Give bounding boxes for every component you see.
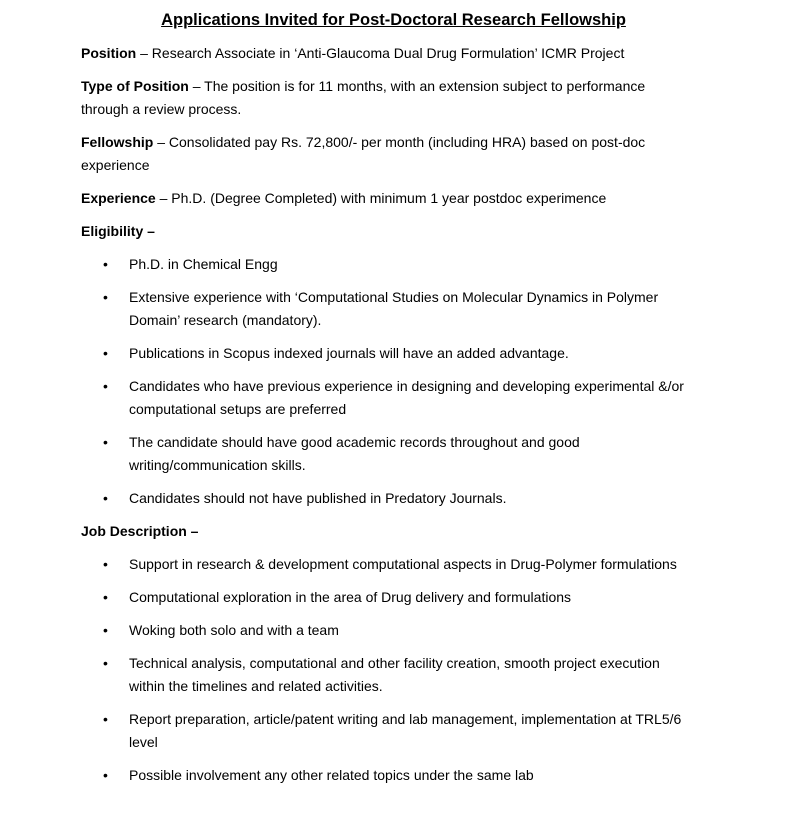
eligibility-list [81, 253, 787, 510]
list-item-text: Ph.D. in Chemical Engg [129, 256, 278, 272]
fellowship-text: – Consolidated pay Rs. 72,800/- per month (including HRA) based on post-doc experience [81, 134, 646, 173]
position-label: Position [81, 45, 137, 61]
position-paragraph [81, 42, 681, 65]
job-description-heading: Job Description – [81, 523, 199, 539]
experience-paragraph [81, 187, 681, 210]
bullet-icon: • [103, 490, 108, 506]
position-text: – Research Associate in ‘Anti-Glaucoma Dual Drug Formulation’ ICMR Project [136, 45, 625, 61]
list-item [81, 619, 699, 642]
bullet-icon: • [103, 711, 108, 727]
list-item-text: Technical analysis, computational and other facility creation, smooth project execution within the timelines and related activities. [129, 655, 660, 694]
list-item [81, 253, 699, 276]
list-item-text: Woking both solo and with a team [129, 622, 339, 638]
bullet-icon: • [103, 767, 108, 783]
list-item [81, 286, 699, 332]
bullet-icon: • [103, 378, 108, 394]
type-of-position-label: Type of Position [81, 78, 189, 94]
bullet-icon: • [103, 655, 108, 671]
list-item-text: Possible involvement any other related topics under the same lab [129, 767, 534, 783]
list-item-text: Report preparation, article/patent writing and lab management, implementation at TRL5/6 level [129, 711, 682, 750]
list-item-text: Candidates should not have published in Predatory Journals. [129, 490, 507, 506]
job-description-list [81, 553, 787, 787]
bullet-icon: • [103, 622, 108, 638]
fellowship-paragraph [81, 131, 681, 177]
bullet-icon: • [103, 589, 108, 605]
list-item [81, 764, 699, 787]
list-item-text: Support in research & development computational aspects in Drug-Polymer formulations [129, 556, 677, 572]
list-item-text: Computational exploration in the area of Drug delivery and formulations [129, 589, 572, 605]
list-item-text: The candidate should have good academic records throughout and good writing/communication skills. [129, 434, 580, 473]
list-item [81, 342, 699, 365]
page-title: Applications Invited for Post-Doctoral Research Fellowship [161, 11, 626, 29]
list-item-text: Candidates who have previous experience in designing and developing experimental &/or computational setups are preferred [129, 378, 684, 417]
bullet-icon: • [103, 289, 108, 305]
experience-text: – Ph.D. (Degree Completed) with minimum 1 year postdoc experimence [155, 190, 607, 206]
bullet-icon: • [103, 434, 108, 450]
type-of-position-paragraph [81, 75, 681, 121]
list-item-text: Extensive experience with ‘Computational Studies on Molecular Dynamics in Polymer Domain’ research (mandatory). [129, 289, 659, 328]
list-item [81, 431, 699, 477]
bullet-icon: • [103, 345, 108, 361]
experience-label: Experience [81, 190, 156, 206]
eligibility-heading: Eligibility – [81, 223, 155, 239]
fellowship-label: Fellowship [81, 134, 154, 150]
list-item-text: Publications in Scopus indexed journals will have an added advantage. [129, 345, 569, 361]
list-item [81, 553, 699, 576]
list-item [81, 586, 699, 609]
list-item [81, 652, 699, 698]
list-item [81, 708, 699, 754]
list-item [81, 375, 699, 421]
bullet-icon: • [103, 556, 108, 572]
list-item [81, 487, 699, 510]
bullet-icon: • [103, 256, 108, 272]
type-of-position-text: – The position is for 11 months, with an extension subject to performance through a review process. [81, 78, 646, 117]
